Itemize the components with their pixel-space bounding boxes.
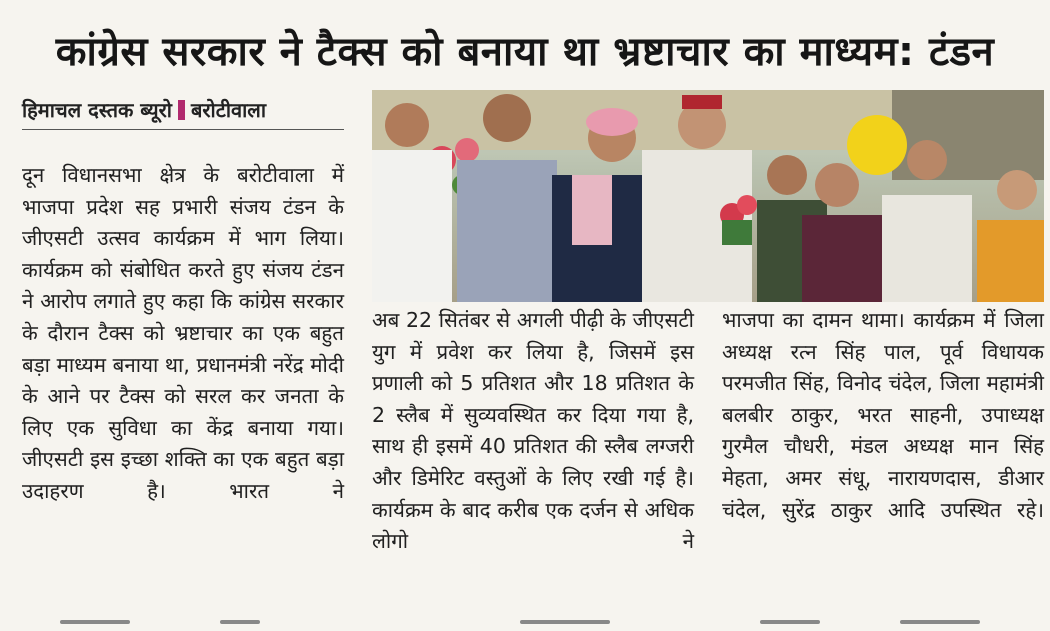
article-column-1-text: दून विधानसभा क्षेत्र के बरोटीवाला में भाजपा प्रदेश सह प्रभारी संजय टंडन के जीएसटी उत्सव कार्यक्रम में भाग लिया। कार्यक्रम को संबोधित करते हुए संजय टंडन ने आरोप लगाते हुए कहा कि कांग्रेस सरकार के दौरान टैक्स को भ्रष्टाचार का एक बहुत बड़ा माध्यम बनाया था, प्रधानमंत्री नरेंद्र मोदी के आने पर टैक्स को सरल कर जनता के लिए एक सुविधा का केंद्र बनाया गया। जीएसटी इस इच्छा शक्ति का एक बहुत बड़ा उदाहरण है। भारत ने xyxy=(22,163,344,503)
cut-off-mark xyxy=(220,620,260,624)
photo-illustration xyxy=(372,90,1044,302)
byline-bureau: हिमाचल दस्तक ब्यूरो xyxy=(22,98,172,122)
article-column-3-text: भाजपा का दामन थामा। कार्यक्रम में जिला अध्यक्ष रत्न सिंह पाल, पूर्व विधायक परमजीत सिंह, विनोद चंदेल, जिला महामंत्री बलबीर ठाकुर, भरत साहनी, उपाध्यक्ष गुरमैल चौधरी, मंडल अध्यक्ष मान सिंह मेहता, अमर संधू, नारायणदास, डीआर चंदेल, सुरेंद्र ठाकुर आदि उपस्थित रहे। xyxy=(722,308,1044,522)
cut-off-mark xyxy=(60,620,130,624)
article-column-1 xyxy=(22,160,344,508)
article-column-3 xyxy=(722,305,1044,526)
cut-off-mark xyxy=(760,620,820,624)
photo-yellow-umbrella xyxy=(847,115,907,175)
cut-off-next-line xyxy=(0,620,1050,631)
headline: कांग्रेस सरकार ने टैक्स को बनाया था भ्रष्टाचार का माध्यम: टंडन xyxy=(55,29,995,75)
byline-place: बरोटीवाला xyxy=(190,98,267,122)
byline xyxy=(22,96,344,130)
article-column-2-text: अब 22 सितंबर से अगली पीढ़ी के जीएसटी युग में प्रवेश कर लिया है, जिसमें इस प्रणाली को 5 प्रतिशत और 18 प्रतिशत के 2 स्लैब में सुव्यवस्थित कर दिया गया है, साथ ही इसमें 40 प्रतिशत की स्लैब लग्जरी और डिमेरिट वस्तुओं के लिए रखी गई है। कार्यक्रम के बाद करीब एक दर्जन से अधिक लोगो ने xyxy=(372,308,694,554)
photo-person-8 xyxy=(977,170,1044,302)
news-photo xyxy=(372,90,1044,302)
cut-off-mark xyxy=(900,620,980,624)
byline-separator xyxy=(178,100,185,120)
photo-person-6 xyxy=(802,163,882,302)
cut-off-mark xyxy=(520,620,610,624)
article-column-2 xyxy=(372,305,694,558)
